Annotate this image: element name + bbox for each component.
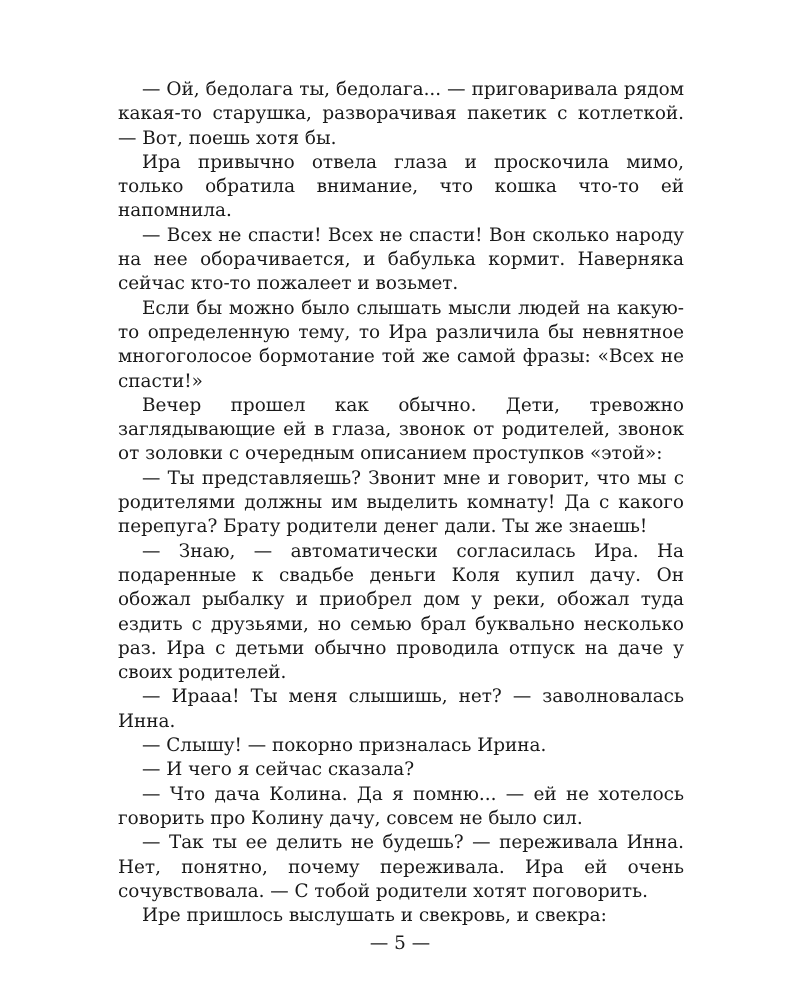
paragraph: Ире пришлось выслушать и свекровь, и свекра: — [142, 905, 607, 927]
paragraph: — Слышу! — покорно призналась Ирина. — [142, 735, 547, 757]
paragraph: Если бы можно было слышать мысли людей на какую-то определенную тему, то Ира различила бы невнятное многоголосое бормотание той же самой фразы: «Всех не спасти!» — [118, 297, 684, 392]
paragraph: — Ирааа! Ты меня слышишь, нет? — заволновалась Инна. — [118, 686, 684, 732]
paragraph: — Знаю, — автоматически согласилась Ира. На подаренные к свадьбе деньги Коля купил дачу. Он обожал рыбалку и приобрел дом у реки, обожал туда ездить с друзьями, но семью брал буквально несколько раз. Ира с детьми обычно проводила отпуск на даче у своих родителей. — [118, 540, 684, 684]
body-text — [118, 78, 684, 928]
paragraph: — Ой, бедолага ты, бедолага... — приговаривала рядом какая-то старушка, разворачивая пакетик с котлеткой. — Вот, поешь хотя бы. — [118, 79, 684, 149]
paragraph: — И чего я сейчас сказала? — [142, 759, 415, 781]
paragraph: — Ты представляешь? Звонит мне и говорит, что мы с родителями должны им выделить комнату! Да с какого перепуга? Брату родители денег дали. Ты же знаешь! — [118, 467, 684, 538]
paragraph: — Так ты ее делить не будешь? — переживала Инна. Нет, понятно, почему переживала. Ира ей очень сочувствовала. — С тобой родители хотят поговорить. — [118, 832, 684, 902]
page-number: — 5 — — [369, 933, 431, 954]
paragraph: — Что дача Колина. Да я помню... — ей не хотелось говорить про Колину дачу, совсем не было сил. — [118, 783, 684, 829]
paragraph: Вечер прошел как обычно. Дети, тревожно заглядывающие ей в глаза, звонок от родителей, звонок от золовки с очередным описанием проступков «этой»: — [118, 394, 684, 465]
paragraph: Ира привычно отвела глаза и проскочила мимо, только обратила внимание, что кошка что-то ей напомнила. — [118, 151, 684, 222]
paragraph: — Всех не спасти! Всех не спасти! Вон сколько народу на нее оборачивается, и бабулька кормит. Наверняка сейчас кто-то пожалеет и возьмет. — [118, 224, 684, 295]
